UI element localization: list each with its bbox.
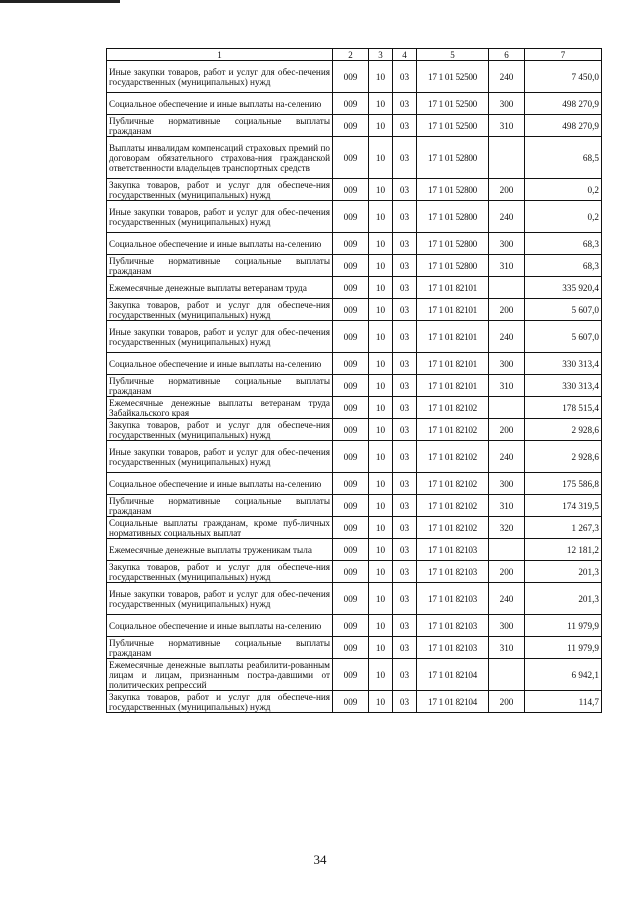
- subsection-code: 03: [393, 255, 417, 277]
- expense-type-code: [489, 539, 525, 561]
- target-article-code: 17 1 01 82102: [417, 441, 489, 473]
- row-name: Закупка товаров, работ и услуг для обеспече-ния государственных (муниципальных) нужд: [107, 419, 333, 441]
- table-row: [107, 495, 602, 517]
- header-cell: 7: [525, 49, 602, 61]
- ministry-code: 009: [333, 691, 369, 713]
- table-row: [107, 419, 602, 441]
- amount-value: 330 313,4: [525, 375, 602, 397]
- target-article-code: 17 1 01 82104: [417, 659, 489, 691]
- target-article-code: 17 1 01 82103: [417, 637, 489, 659]
- expense-type-code: [489, 137, 525, 179]
- subsection-code: 03: [393, 115, 417, 137]
- amount-value: 5 607,0: [525, 321, 602, 353]
- table-row: [107, 397, 602, 419]
- row-name: Социальное обеспечение и иные выплаты на-селению: [107, 615, 333, 637]
- section-code: 10: [369, 179, 393, 201]
- ministry-code: 009: [333, 201, 369, 233]
- ministry-code: 009: [333, 299, 369, 321]
- ministry-code: 009: [333, 637, 369, 659]
- table-row: [107, 583, 602, 615]
- expense-type-code: [489, 277, 525, 299]
- budget-table: [106, 48, 602, 713]
- table-row: [107, 637, 602, 659]
- ministry-code: 009: [333, 233, 369, 255]
- section-code: 10: [369, 93, 393, 115]
- subsection-code: 03: [393, 61, 417, 93]
- table-row: [107, 321, 602, 353]
- amount-value: 2 928,6: [525, 441, 602, 473]
- header-cell: 6: [489, 49, 525, 61]
- expense-type-code: 240: [489, 583, 525, 615]
- section-code: 10: [369, 115, 393, 137]
- table-row: [107, 115, 602, 137]
- amount-value: 11 979,9: [525, 637, 602, 659]
- table-row: [107, 277, 602, 299]
- ministry-code: 009: [333, 255, 369, 277]
- section-code: 10: [369, 517, 393, 539]
- row-name: Закупка товаров, работ и услуг для обеспече-ния государственных (муниципальных) нужд: [107, 299, 333, 321]
- table-row: [107, 137, 602, 179]
- row-name: Социальное обеспечение и иные выплаты на-селению: [107, 93, 333, 115]
- section-code: 10: [369, 473, 393, 495]
- ministry-code: 009: [333, 137, 369, 179]
- target-article-code: 17 1 01 82103: [417, 539, 489, 561]
- ministry-code: 009: [333, 115, 369, 137]
- row-name: Иные закупки товаров, работ и услуг для обес-печения государственных (муниципальных) нужд: [107, 441, 333, 473]
- ministry-code: 009: [333, 561, 369, 583]
- ministry-code: 009: [333, 93, 369, 115]
- scan-edge-mark: [0, 0, 120, 3]
- table-row: [107, 561, 602, 583]
- table-row: [107, 255, 602, 277]
- target-article-code: 17 1 01 82102: [417, 495, 489, 517]
- row-name: Ежемесячные денежные выплаты реабилити-рованным лицам и лицам, признанным постра-давшими от политических репрессий: [107, 659, 333, 691]
- subsection-code: 03: [393, 561, 417, 583]
- expense-type-code: 240: [489, 321, 525, 353]
- table-row: [107, 375, 602, 397]
- amount-value: 201,3: [525, 561, 602, 583]
- expense-type-code: 300: [489, 233, 525, 255]
- subsection-code: 03: [393, 233, 417, 255]
- section-code: 10: [369, 353, 393, 375]
- table-row: [107, 441, 602, 473]
- amount-value: 11 979,9: [525, 615, 602, 637]
- subsection-code: 03: [393, 517, 417, 539]
- subsection-code: 03: [393, 495, 417, 517]
- subsection-code: 03: [393, 473, 417, 495]
- section-code: 10: [369, 615, 393, 637]
- subsection-code: 03: [393, 353, 417, 375]
- subsection-code: 03: [393, 201, 417, 233]
- header-cell: 1: [107, 49, 333, 61]
- ministry-code: 009: [333, 321, 369, 353]
- row-name: Иные закупки товаров, работ и услуг для обес-печения государственных (муниципальных) нужд: [107, 321, 333, 353]
- expense-type-code: 310: [489, 637, 525, 659]
- amount-value: 498 270,9: [525, 93, 602, 115]
- subsection-code: 03: [393, 441, 417, 473]
- amount-value: 6 942,1: [525, 659, 602, 691]
- header-cell: 4: [393, 49, 417, 61]
- ministry-code: 009: [333, 277, 369, 299]
- ministry-code: 009: [333, 179, 369, 201]
- row-name: Социальные выплаты гражданам, кроме пуб-личных нормативных социальных выплат: [107, 517, 333, 539]
- amount-value: 330 313,4: [525, 353, 602, 375]
- target-article-code: 17 1 01 82101: [417, 321, 489, 353]
- amount-value: 114,7: [525, 691, 602, 713]
- target-article-code: 17 1 01 82101: [417, 277, 489, 299]
- row-name: Социальное обеспечение и иные выплаты на-селению: [107, 233, 333, 255]
- amount-value: 12 181,2: [525, 539, 602, 561]
- ministry-code: 009: [333, 583, 369, 615]
- target-article-code: 17 1 01 52800: [417, 137, 489, 179]
- subsection-code: 03: [393, 659, 417, 691]
- table-row: [107, 473, 602, 495]
- expense-type-code: 300: [489, 93, 525, 115]
- ministry-code: 009: [333, 615, 369, 637]
- subsection-code: 03: [393, 615, 417, 637]
- expense-type-code: 240: [489, 61, 525, 93]
- target-article-code: 17 1 01 82101: [417, 375, 489, 397]
- target-article-code: 17 1 01 52800: [417, 179, 489, 201]
- ministry-code: 009: [333, 659, 369, 691]
- row-name: Публичные нормативные социальные выплаты гражданам: [107, 637, 333, 659]
- header-cell: 2: [333, 49, 369, 61]
- expense-type-code: 200: [489, 419, 525, 441]
- ministry-code: 009: [333, 61, 369, 93]
- ministry-code: 009: [333, 473, 369, 495]
- table-row: [107, 61, 602, 93]
- expense-type-code: 300: [489, 615, 525, 637]
- ministry-code: 009: [333, 539, 369, 561]
- expense-type-code: 310: [489, 115, 525, 137]
- ministry-code: 009: [333, 397, 369, 419]
- amount-value: 5 607,0: [525, 299, 602, 321]
- amount-value: 0,2: [525, 179, 602, 201]
- section-code: 10: [369, 137, 393, 179]
- row-name: Публичные нормативные социальные выплаты гражданам: [107, 255, 333, 277]
- subsection-code: 03: [393, 179, 417, 201]
- subsection-code: 03: [393, 137, 417, 179]
- target-article-code: 17 1 01 82102: [417, 419, 489, 441]
- row-name: Иные закупки товаров, работ и услуг для обес-печения государственных (муниципальных) нужд: [107, 61, 333, 93]
- section-code: 10: [369, 375, 393, 397]
- row-name: Социальное обеспечение и иные выплаты на-селению: [107, 353, 333, 375]
- amount-value: 174 319,5: [525, 495, 602, 517]
- subsection-code: 03: [393, 375, 417, 397]
- section-code: 10: [369, 691, 393, 713]
- section-code: 10: [369, 397, 393, 419]
- section-code: 10: [369, 539, 393, 561]
- row-name: Публичные нормативные социальные выплаты гражданам: [107, 375, 333, 397]
- target-article-code: 17 1 01 82102: [417, 397, 489, 419]
- table-row: [107, 299, 602, 321]
- table-row: [107, 691, 602, 713]
- target-article-code: 17 1 01 52500: [417, 93, 489, 115]
- table-row: [107, 93, 602, 115]
- row-name: Закупка товаров, работ и услуг для обеспече-ния государственных (муниципальных) нужд: [107, 179, 333, 201]
- section-code: 10: [369, 299, 393, 321]
- amount-value: 1 267,3: [525, 517, 602, 539]
- row-name: Иные закупки товаров, работ и услуг для обес-печения государственных (муниципальных) нужд: [107, 583, 333, 615]
- subsection-code: 03: [393, 637, 417, 659]
- amount-value: 0,2: [525, 201, 602, 233]
- section-code: 10: [369, 561, 393, 583]
- row-name: Ежемесячные денежные выплаты ветеранам труда Забайкальского края: [107, 397, 333, 419]
- row-name: Социальное обеспечение и иные выплаты на-селению: [107, 473, 333, 495]
- ministry-code: 009: [333, 375, 369, 397]
- target-article-code: 17 1 01 82103: [417, 615, 489, 637]
- ministry-code: 009: [333, 495, 369, 517]
- target-article-code: 17 1 01 82102: [417, 473, 489, 495]
- ministry-code: 009: [333, 353, 369, 375]
- expense-type-code: 310: [489, 375, 525, 397]
- expense-type-code: 240: [489, 201, 525, 233]
- target-article-code: 17 1 01 82104: [417, 691, 489, 713]
- amount-value: 68,3: [525, 255, 602, 277]
- amount-value: 178 515,4: [525, 397, 602, 419]
- subsection-code: 03: [393, 93, 417, 115]
- row-name: Публичные нормативные социальные выплаты гражданам: [107, 495, 333, 517]
- subsection-code: 03: [393, 539, 417, 561]
- expense-type-code: 300: [489, 353, 525, 375]
- header-cell: 5: [417, 49, 489, 61]
- expense-type-code: 200: [489, 691, 525, 713]
- table-row: [107, 659, 602, 691]
- amount-value: 68,3: [525, 233, 602, 255]
- table-row: [107, 539, 602, 561]
- expense-type-code: 200: [489, 299, 525, 321]
- section-code: 10: [369, 495, 393, 517]
- target-article-code: 17 1 01 52800: [417, 201, 489, 233]
- section-code: 10: [369, 637, 393, 659]
- section-code: 10: [369, 419, 393, 441]
- table-row: [107, 201, 602, 233]
- section-code: 10: [369, 441, 393, 473]
- subsection-code: 03: [393, 397, 417, 419]
- expense-type-code: [489, 397, 525, 419]
- table-row: [107, 517, 602, 539]
- section-code: 10: [369, 255, 393, 277]
- table-row: [107, 615, 602, 637]
- target-article-code: 17 1 01 82102: [417, 517, 489, 539]
- row-name: Закупка товаров, работ и услуг для обеспече-ния государственных (муниципальных) нужд: [107, 561, 333, 583]
- row-name: Закупка товаров, работ и услуг для обеспече-ния государственных (муниципальных) нужд: [107, 691, 333, 713]
- section-code: 10: [369, 321, 393, 353]
- section-code: 10: [369, 233, 393, 255]
- row-name: Ежемесячные денежные выплаты ветеранам труда: [107, 277, 333, 299]
- target-article-code: 17 1 01 52800: [417, 233, 489, 255]
- table-body: [107, 61, 602, 713]
- row-name: Публичные нормативные социальные выплаты гражданам: [107, 115, 333, 137]
- target-article-code: 17 1 01 82101: [417, 299, 489, 321]
- table-row: [107, 179, 602, 201]
- target-article-code: 17 1 01 82103: [417, 583, 489, 615]
- amount-value: 335 920,4: [525, 277, 602, 299]
- section-code: 10: [369, 659, 393, 691]
- header-row: [107, 49, 602, 61]
- expense-type-code: [489, 659, 525, 691]
- subsection-code: 03: [393, 583, 417, 615]
- expense-type-code: 320: [489, 517, 525, 539]
- subsection-code: 03: [393, 277, 417, 299]
- target-article-code: 17 1 01 52500: [417, 115, 489, 137]
- section-code: 10: [369, 61, 393, 93]
- page-number: 34: [313, 852, 327, 867]
- subsection-code: 03: [393, 299, 417, 321]
- expense-type-code: 240: [489, 441, 525, 473]
- ministry-code: 009: [333, 419, 369, 441]
- amount-value: 7 450,0: [525, 61, 602, 93]
- amount-value: 498 270,9: [525, 115, 602, 137]
- target-article-code: 17 1 01 82101: [417, 353, 489, 375]
- expense-type-code: 200: [489, 561, 525, 583]
- expense-type-code: 310: [489, 255, 525, 277]
- header-cell: 3: [369, 49, 393, 61]
- section-code: 10: [369, 583, 393, 615]
- target-article-code: 17 1 01 82103: [417, 561, 489, 583]
- amount-value: 201,3: [525, 583, 602, 615]
- expense-type-code: 300: [489, 473, 525, 495]
- row-name: Иные закупки товаров, работ и услуг для обес-печения государственных (муниципальных) нужд: [107, 201, 333, 233]
- section-code: 10: [369, 201, 393, 233]
- target-article-code: 17 1 01 52800: [417, 255, 489, 277]
- expense-type-code: 200: [489, 179, 525, 201]
- target-article-code: 17 1 01 52500: [417, 61, 489, 93]
- ministry-code: 009: [333, 441, 369, 473]
- section-code: 10: [369, 277, 393, 299]
- amount-value: 68,5: [525, 137, 602, 179]
- table-row: [107, 233, 602, 255]
- subsection-code: 03: [393, 419, 417, 441]
- row-name: Выплаты инвалидам компенсаций страховых премий по договорам обязательного страхова-ния гражданской ответственности владельцев транспортных средств: [107, 137, 333, 179]
- amount-value: 2 928,6: [525, 419, 602, 441]
- subsection-code: 03: [393, 691, 417, 713]
- ministry-code: 009: [333, 517, 369, 539]
- subsection-code: 03: [393, 321, 417, 353]
- expense-type-code: 310: [489, 495, 525, 517]
- row-name: Ежемесячные денежные выплаты труженикам тыла: [107, 539, 333, 561]
- amount-value: 175 586,8: [525, 473, 602, 495]
- table-row: [107, 353, 602, 375]
